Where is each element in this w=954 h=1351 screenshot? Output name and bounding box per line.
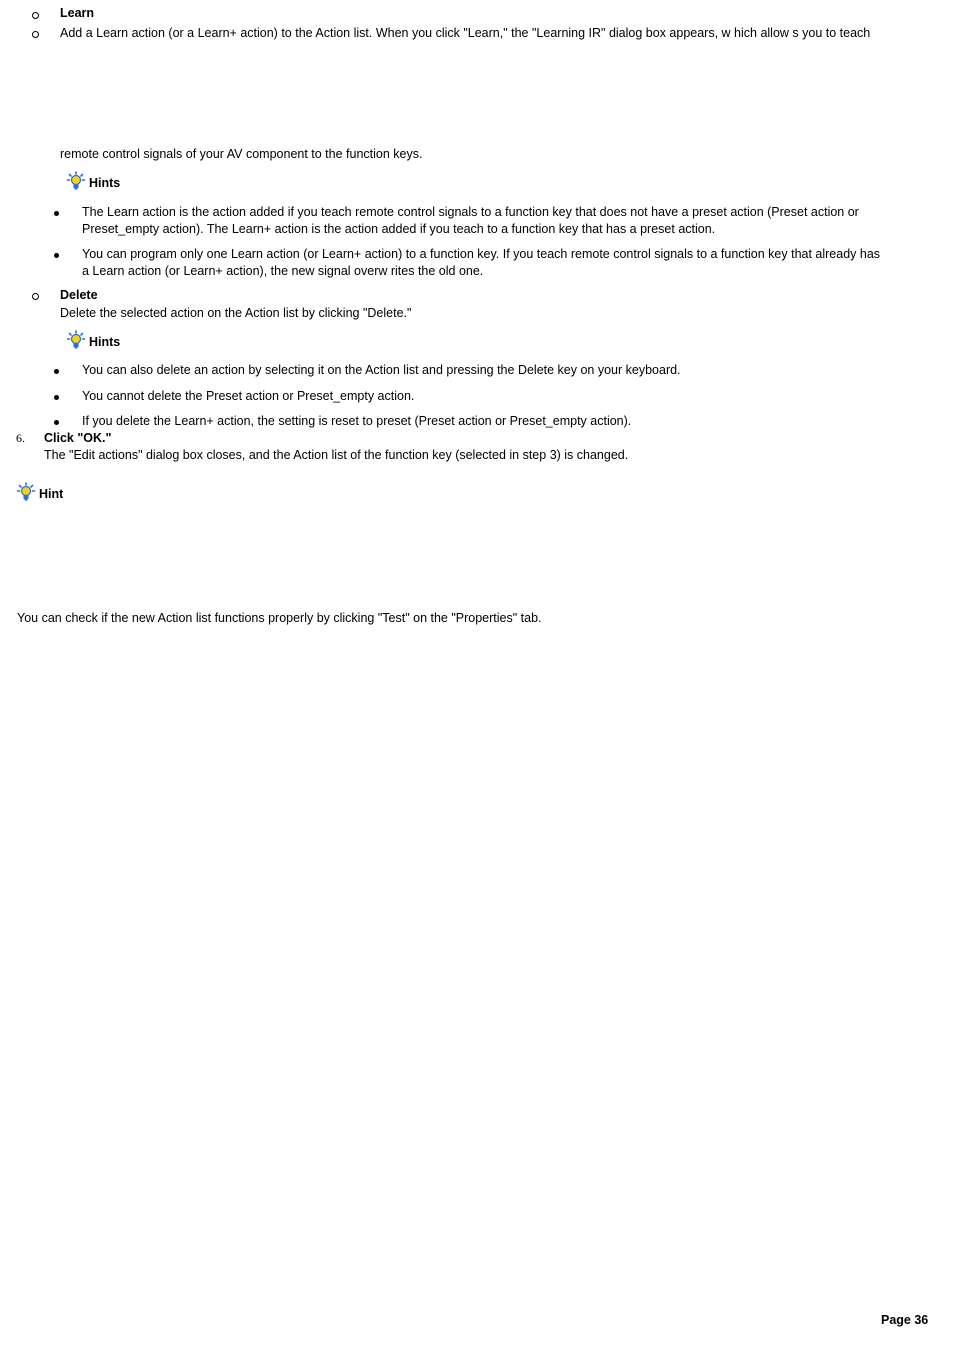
hint-item: You cannot delete the Preset action or Preset_empty action. [82,389,415,403]
dot-bullet-icon [54,395,59,400]
dot-bullet-icon [54,420,59,425]
page-number: Page 36 [881,1313,929,1327]
hint-item: If you delete the Learn+ action, the setting is reset to preset (Preset action or Preset_empty action). [82,414,632,428]
lightbulb-icon [16,482,36,502]
delete-title: Delete [60,288,98,302]
hints-label: Hints [89,176,121,190]
circle-bullet-icon [32,293,39,300]
delete-desc: Delete the selected action on the Action list by clicking "Delete." [60,306,412,320]
dot-bullet-icon [54,211,59,216]
learn-title: Learn [60,6,95,20]
dot-bullet-icon [54,369,59,374]
hint-item: Preset_empty action). The Learn+ action is the action added if you teach to a function key that has a preset action. [82,222,716,236]
lightbulb-icon [66,171,86,191]
dot-bullet-icon [54,253,59,258]
step-number: 6. [16,431,25,445]
learn-desc-line1: Add a Learn action (or a Learn+ action) to the Action list. When you click "Learn," the "Learning IR" dialog box appears, w hich allow s you to teach [60,26,871,40]
hint-label: Hint [39,487,64,501]
hint-text: You can check if the new Action list functions properly by clicking "Test" on the "Properties" tab. [17,611,542,625]
step-title: Click "OK." [44,431,112,445]
lightbulb-icon [66,330,86,350]
hint-item: a Learn action (or Learn+ action), the new signal overw rites the old one. [82,264,484,278]
hints-label: Hints [89,335,121,349]
step-desc: The "Edit actions" dialog box closes, and the Action list of the function key (selected in step 3) is changed. [44,448,629,462]
circle-bullet-icon [32,12,39,19]
hint-item: The Learn action is the action added if you teach remote control signals to a function key that does not have a preset action (Preset action or [82,205,859,219]
hint-item: You can also delete an action by selecting it on the Action list and pressing the Delete key on your keyboard. [82,363,681,377]
hint-item: You can program only one Learn action (or Learn+ action) to a function key. If you teach remote control signals to a function key that already has [82,247,881,261]
circle-bullet-icon [32,31,39,38]
learn-desc-line2: remote control signals of your AV component to the function keys. [60,147,423,161]
